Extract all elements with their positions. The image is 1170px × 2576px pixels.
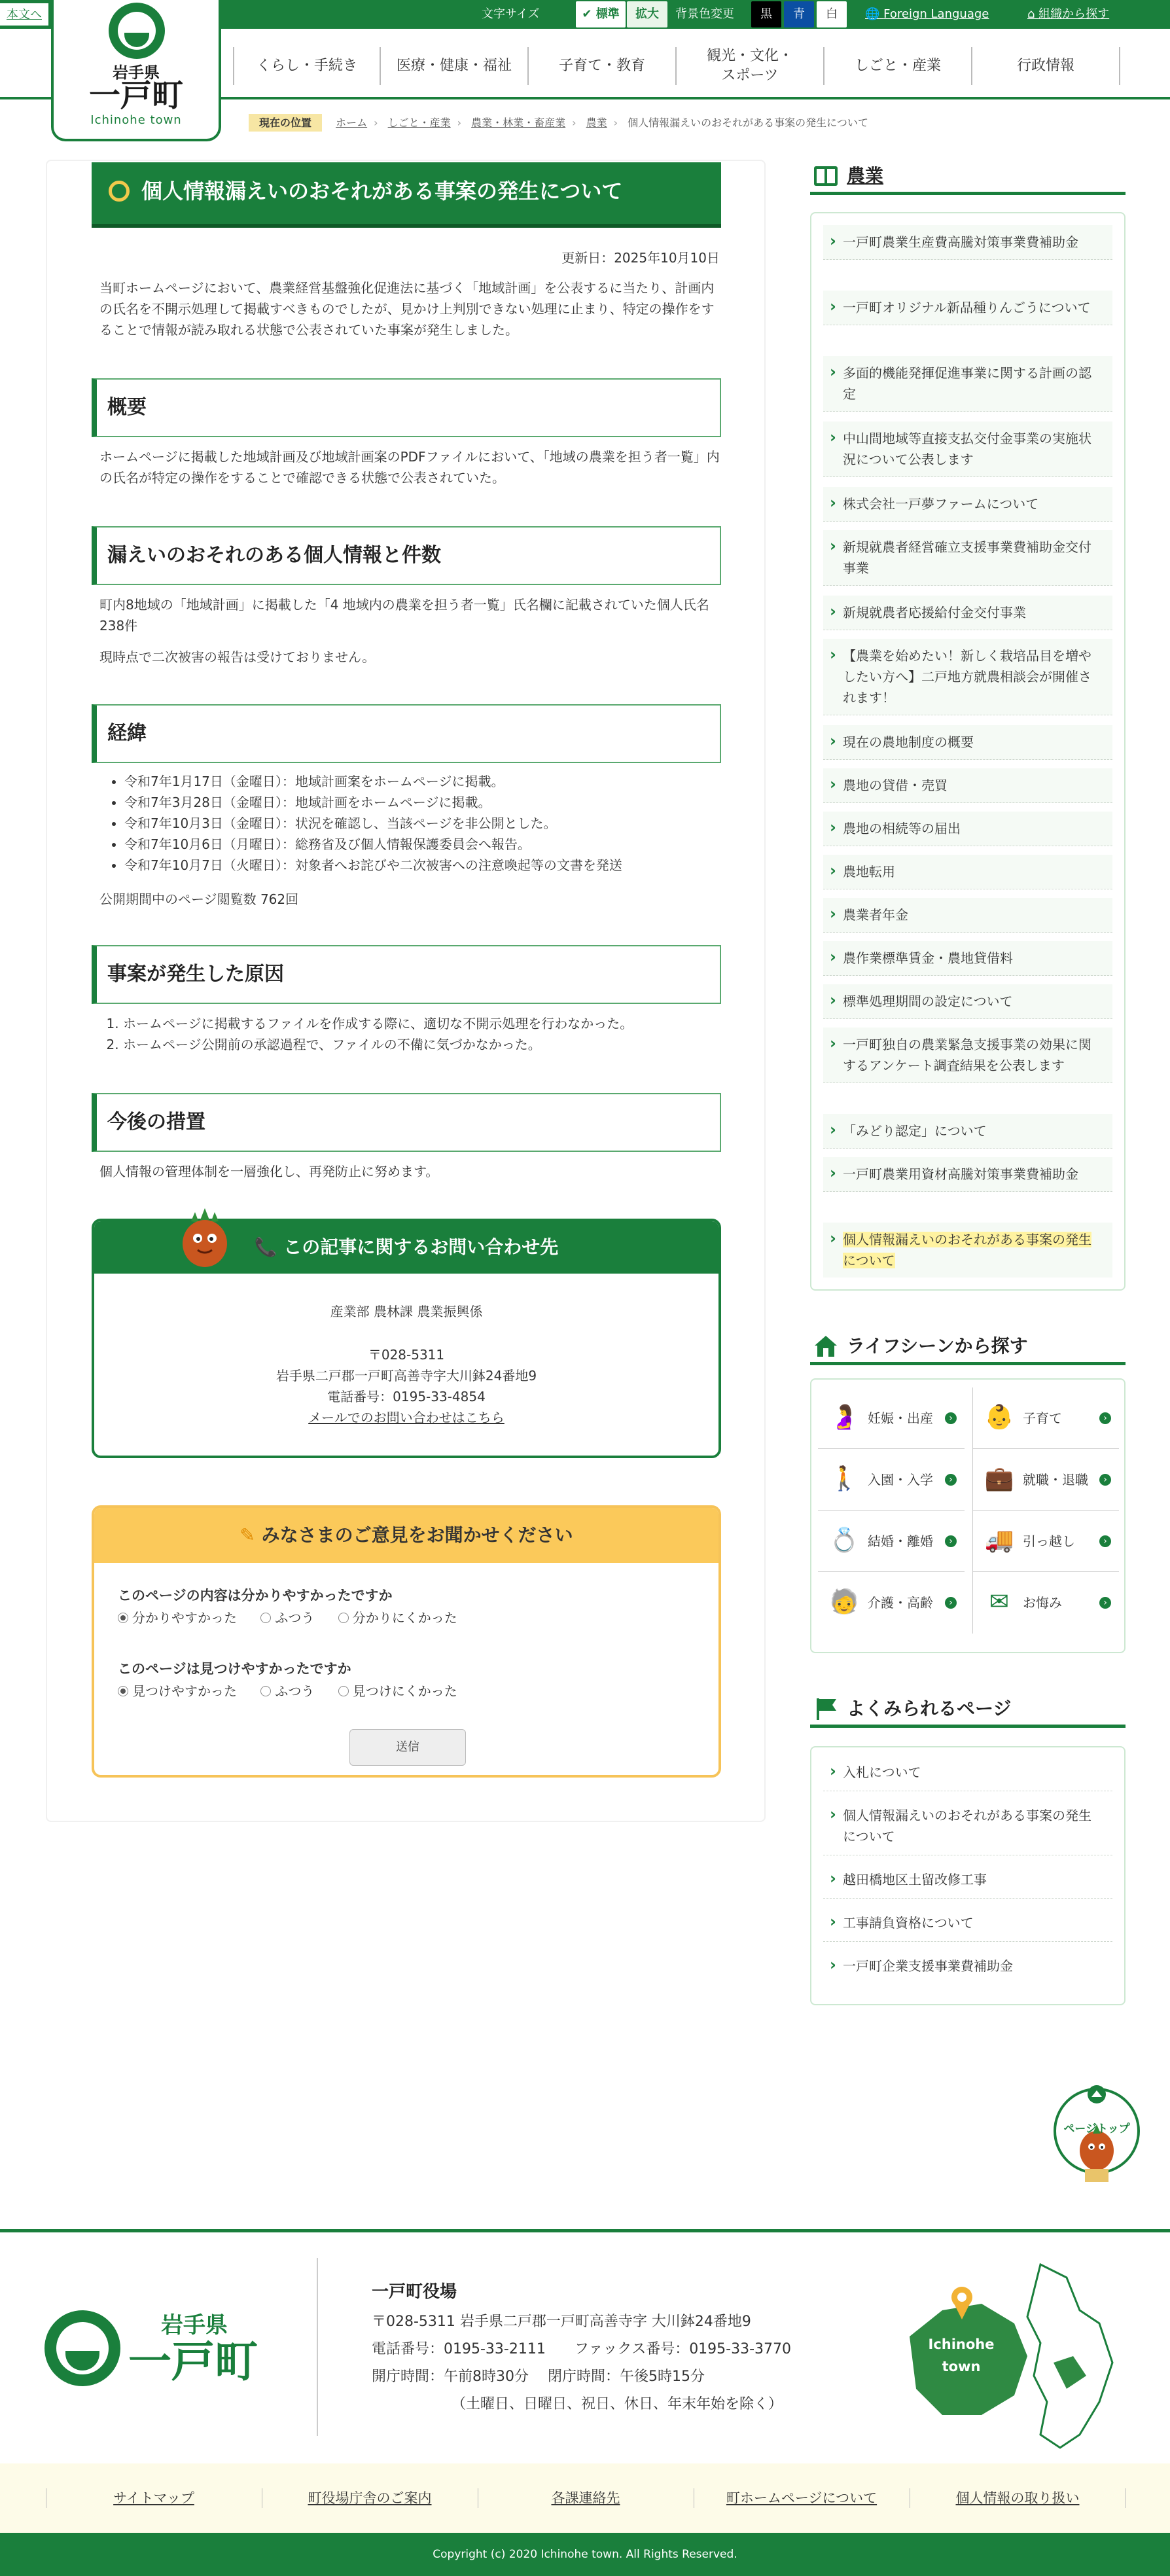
- nav-health[interactable]: 医療・健康・福祉: [381, 47, 529, 85]
- radio-label: 分かりにくかった: [352, 1610, 457, 1626]
- radio-icon: [260, 1613, 271, 1623]
- sidebar-life-grid: [810, 1378, 1126, 1653]
- popular-item[interactable]: › 個人情報漏えいのおそれがある事案の発生について: [823, 1797, 1112, 1855]
- sidebar-item-label: 農作業標準賃金・農地貸借料: [843, 950, 1013, 966]
- life-school-entry[interactable]: [818, 1449, 965, 1511]
- arrow-right-icon: ›: [945, 1412, 957, 1424]
- sidebar-agri-item[interactable]: [823, 596, 1112, 630]
- sidebar-agri-heading[interactable]: [810, 161, 1126, 195]
- sidebar-agri-item[interactable]: [823, 1028, 1112, 1083]
- breadcrumb-agri-forestry[interactable]: 農業・林業・畜産業: [471, 116, 566, 129]
- sidebar-item-label: 株式会社一戸夢ファームについて: [843, 496, 1039, 512]
- radio-label: 見つけにくかった: [352, 1683, 457, 1699]
- condolence-icon: ✉: [989, 1588, 1010, 1615]
- page-top-label: ページトップ: [1063, 2122, 1130, 2136]
- check-icon: ✔: [582, 7, 592, 21]
- sidebar-agri-item[interactable]: [823, 1114, 1112, 1149]
- radio-icon: [338, 1613, 349, 1623]
- chevron-right-icon: ›: [572, 116, 576, 129]
- bg-black-button[interactable]: 黒: [751, 1, 781, 27]
- nav-tourism[interactable]: 観光・文化・ スポーツ: [677, 47, 824, 85]
- sidebar-item-label: 一戸町農業用資材高騰対策事業費補助金: [843, 1166, 1078, 1182]
- life-marriage[interactable]: [818, 1511, 965, 1572]
- briefcase-icon: 💼: [984, 1465, 1014, 1492]
- section-heading-timeline: 経緯: [92, 704, 721, 763]
- life-label: 結婚・離婚: [868, 1533, 933, 1549]
- sidebar-item-label: 中山間地域等直接支払交付金事業の実施状況について公表します: [843, 431, 1091, 467]
- nav-administration[interactable]: 行政情報: [972, 47, 1120, 85]
- sidebar-life-title: ライフシーンから探す: [847, 1335, 1028, 1357]
- sidebar-agri-item[interactable]: [823, 984, 1112, 1019]
- popular-item[interactable]: › 一戸町企業支援事業費補助金: [823, 1948, 1112, 1984]
- flag-icon: [813, 1696, 839, 1721]
- arrow-right-icon: ›: [1099, 1535, 1111, 1547]
- sidebar-agri-item[interactable]: [823, 487, 1112, 522]
- skip-to-content-link[interactable]: 本文へ: [0, 3, 49, 26]
- sidebar-item-label: 農地の相続等の届出: [843, 821, 961, 836]
- radio-checked-icon: [118, 1686, 128, 1696]
- survey-options-1: [118, 1607, 477, 1628]
- timeline-list: [124, 771, 726, 876]
- sidebar-agri-item[interactable]: [823, 1157, 1112, 1192]
- cause-list: [123, 1013, 725, 1055]
- footer-hours-note: （土曜日、日曜日、祝日、休日、年末年始を除く）: [452, 2396, 783, 2412]
- font-size-label: 文字サイズ: [482, 7, 540, 21]
- section-heading-cause: 事案が発生した原因: [92, 945, 721, 1004]
- list-item: • 令和7年3月28日（金曜日）：地域計画をホームページに掲載。: [124, 792, 726, 813]
- footer-address: 〒028-5311 岩手県二戸郡一戸町高善寺字 大川鉢24番地9: [372, 2314, 751, 2330]
- house-icon: [813, 1334, 839, 1359]
- contact-heading-text: この記事に関するお問い合わせ先: [283, 1236, 559, 1258]
- book-icon: [813, 164, 839, 188]
- breadcrumb: [249, 113, 868, 134]
- sidebar-agri-list: [810, 212, 1126, 1291]
- radio-icon: [338, 1686, 349, 1696]
- footer-prefecture: 岩手県: [161, 2312, 228, 2338]
- footer-link-privacy[interactable]: 個人情報の取り扱い: [955, 2490, 1080, 2506]
- sidebar-agri-item[interactable]: [823, 225, 1112, 260]
- font-size-standard-label: 標準: [595, 7, 620, 21]
- circle-bullet-icon: [109, 181, 130, 202]
- org-search-label: 組織から探す: [1038, 7, 1110, 21]
- footer-town-name: 一戸町: [128, 2336, 258, 2387]
- sidebar-item-label: 「みどり認定」について: [843, 1123, 987, 1139]
- sidebar-agri-item[interactable]: [823, 530, 1112, 586]
- radio-label: ふつう: [275, 1683, 315, 1699]
- list-item: 2. ホームページ公開前の承認過程で、ファイルの不備に気づかなかった。: [123, 1034, 725, 1055]
- town-emblem-icon: [44, 2310, 120, 2386]
- phone-icon: 📞: [254, 1236, 277, 1258]
- sidebar-agri-item-current[interactable]: [823, 1223, 1112, 1278]
- page-title: [92, 162, 721, 228]
- logo-prefecture: 岩手県: [113, 63, 160, 82]
- survey-heading: [94, 1508, 718, 1563]
- sidebar-item-label: 一戸町農業生産費高騰対策事業費補助金: [843, 234, 1078, 250]
- updated-date: 更新日：2025年10月10日: [561, 250, 720, 266]
- bg-color-label: 背景色変更: [675, 7, 734, 21]
- chevron-right-icon: ›: [457, 116, 462, 129]
- measures-text: 個人情報の管理体制を一層強化し、再発防止に努めます。: [99, 1164, 439, 1179]
- popular-item[interactable]: › 越田橋地区土留改修工事: [823, 1861, 1112, 1899]
- footer-divider: [317, 2258, 318, 2436]
- radio-option[interactable]: [260, 1610, 314, 1626]
- footer-office-name: 一戸町役場: [372, 2282, 457, 2302]
- pencil-note-icon: ✎: [239, 1524, 255, 1546]
- logo-english-name: Ichinohe town: [90, 113, 182, 127]
- arrow-right-icon: ›: [945, 1535, 957, 1547]
- truck-icon: 🚚: [984, 1527, 1014, 1554]
- bg-white-button[interactable]: 白: [817, 1, 847, 27]
- copyright: Copyright (c) 2020 Ichinohe town. All Rights Reserved.: [0, 2533, 1170, 2576]
- sidebar-item-label: 農業者年金: [843, 907, 908, 923]
- org-search-link[interactable]: [1027, 0, 1165, 29]
- sidebar-item-label: 標準処理期間の設定について: [843, 993, 1013, 1009]
- radio-label: 見つけやすかった: [132, 1683, 237, 1699]
- list-item: • 令和7年10月3日（金曜日）：状況を確認し、当該ページを非公開とした。: [124, 813, 726, 834]
- school-entry-icon: 🚶: [829, 1465, 859, 1492]
- list-item: • 令和7年1月17日（金曜日）：地域計画案をホームページに掲載。: [124, 771, 726, 792]
- footer-link-sitemap[interactable]: サイトマップ: [113, 2490, 194, 2506]
- arrow-right-icon: ›: [1099, 1412, 1111, 1424]
- radio-option[interactable]: [338, 1683, 457, 1699]
- breadcrumb-home[interactable]: ホーム: [336, 116, 368, 129]
- sidebar-item-label: 新規就農者経営確立支援事業費補助金交付事業: [843, 539, 1091, 576]
- chevron-right-icon: ›: [613, 116, 618, 129]
- section-heading-leak: 漏えいのおそれのある個人情報と件数: [92, 526, 721, 585]
- arrow-right-icon: ›: [1099, 1474, 1111, 1486]
- radio-option[interactable]: [260, 1683, 314, 1699]
- foreign-language-label: Foreign Language: [883, 7, 989, 21]
- survey-question-2: このページは見つけやすかったですか: [118, 1661, 351, 1677]
- arrow-right-icon: ›: [1099, 1597, 1111, 1609]
- contact-zip: 〒028-5311: [368, 1347, 445, 1363]
- sidebar-item-label: 一戸町オリジナル新品種りんごうについて: [843, 300, 1091, 315]
- survey-options-2: [118, 1681, 477, 1702]
- life-label: 引っ越し: [1023, 1533, 1075, 1549]
- elderly-care-icon: 🧓: [829, 1588, 859, 1615]
- sidebar-agri-item[interactable]: [823, 639, 1112, 715]
- radio-label: ふつう: [275, 1610, 315, 1626]
- sidebar-agri-item[interactable]: [823, 725, 1112, 760]
- radio-label: 分かりやすかった: [132, 1610, 237, 1626]
- life-label: 入園・入学: [868, 1472, 933, 1488]
- footer-phone: 電話番号：0195-33-2111 ファックス番号：0195-33-3770: [372, 2341, 792, 2357]
- logo-town-name: 一戸町: [88, 77, 183, 114]
- nav-life[interactable]: くらし・手続き: [233, 47, 381, 85]
- radio-icon: [260, 1686, 271, 1696]
- town-emblem-icon: [109, 3, 165, 59]
- radio-option[interactable]: [118, 1683, 237, 1699]
- footer-links: [0, 2463, 1170, 2533]
- foreign-language-link[interactable]: [865, 0, 1017, 29]
- sidebar-popular-list: [810, 1746, 1126, 2005]
- site-logo[interactable]: [51, 0, 221, 141]
- breadcrumb-current-label: 現在の位置: [249, 114, 322, 132]
- leak-text: 町内8地域の「地域計画」に掲載した「4 地域内の農業を担う者一覧」氏名欄に記載されていた個人氏名238件: [99, 597, 709, 634]
- sidebar-agri-item[interactable]: [823, 855, 1112, 889]
- breadcrumb-current: 個人情報漏えいのおそれがある事案の発生について: [628, 116, 868, 129]
- breadcrumb-business[interactable]: しごと・産業: [387, 116, 451, 129]
- contact-phone: 電話番号：0195-33-4854: [327, 1389, 486, 1404]
- page-title-text: 個人情報漏えいのおそれがある事案の発生について: [141, 179, 623, 204]
- sidebar-agri-item[interactable]: [823, 768, 1112, 803]
- life-condolence[interactable]: [972, 1572, 1119, 1634]
- sidebar-agri-title: 農業: [847, 165, 884, 187]
- sidebar-item-label: 一戸町独自の農業緊急支援事業の効果に関するアンケート調査結果を公表します: [843, 1037, 1091, 1073]
- sidebar-life-heading: [810, 1331, 1126, 1365]
- life-label: 就職・退職: [1023, 1472, 1088, 1488]
- globe-icon: 🌐: [865, 7, 880, 21]
- section-heading-measures: 今後の措置: [92, 1093, 721, 1152]
- footer-link-about-site[interactable]: 町ホームページについて: [726, 2490, 878, 2506]
- contact-address: 岩手県二戸郡一戸町高善寺字大川鉢24番地9: [275, 1368, 537, 1384]
- sidebar-item-label: 個人情報漏えいのおそれがある事案の発生について: [843, 1232, 1091, 1268]
- popular-item[interactable]: › 入札について: [823, 1754, 1112, 1791]
- contact-mail-link[interactable]: メールでのお問い合わせはこちら: [308, 1410, 505, 1425]
- sidebar-agri-item[interactable]: [823, 812, 1112, 846]
- nav-childcare[interactable]: 子育て・教育: [529, 47, 677, 85]
- sidebar-agri-item[interactable]: [823, 421, 1112, 477]
- popular-item[interactable]: › 工事請負資格について: [823, 1905, 1112, 1942]
- radio-option[interactable]: [118, 1610, 237, 1626]
- nav-business[interactable]: しごと・産業: [824, 47, 972, 85]
- chevron-right-icon: ›: [374, 116, 378, 129]
- life-pregnancy[interactable]: [818, 1387, 965, 1449]
- childcare-icon: 👶: [984, 1404, 1014, 1431]
- life-moving[interactable]: [972, 1511, 1119, 1572]
- life-label: お悔み: [1023, 1595, 1062, 1611]
- list-item: • 令和7年10月7日（火曜日）：対象者へお詫びや二次被害への注意喚起等の文書を発送: [124, 855, 726, 876]
- overview-text: ホームページに掲載した地域計画及び地域計画案のPDFファイルにおいて、「地域の農業を担う者一覧」内の氏名が特定の操作をすることで確認できる状態で公表されていた。: [99, 449, 720, 486]
- font-size-standard-button[interactable]: [576, 1, 626, 27]
- sidebar-agri-item[interactable]: [823, 291, 1112, 325]
- sidebar-item-label: 多面的機能発揮促進事業に関する計画の認定: [843, 365, 1091, 402]
- intro-text: 当町ホームページにおいて、農業経営基盤強化促進法に基づく「地域計画」を公表するに当たり、計画内の氏名を不開示処理して掲載すべきものでしたが、見かけ上判別できない処理に止まり、特定の操作をすることで情報が読み取れる状態で公表されていた事案が発生しました。: [99, 280, 715, 338]
- sidebar-popular-title: よくみられるページ: [847, 1698, 1012, 1719]
- life-childcare[interactable]: [972, 1387, 1119, 1449]
- section-heading-overview: 概要: [92, 378, 721, 437]
- radio-checked-icon: [118, 1613, 128, 1623]
- footer-link-contacts[interactable]: 各課連絡先: [551, 2490, 620, 2506]
- sidebar-item-label: 現在の農地制度の概要: [843, 734, 974, 750]
- bg-blue-button[interactable]: 青: [784, 1, 814, 27]
- life-label: 妊娠・出産: [868, 1410, 933, 1426]
- survey-question-1: このページの内容は分かりやすかったですか: [118, 1588, 393, 1603]
- radio-option[interactable]: [338, 1610, 457, 1626]
- mascot-icon: [169, 1203, 241, 1275]
- survey-box: [92, 1505, 721, 1778]
- map-label: Ichinohe town: [928, 2336, 995, 2374]
- sidebar-item-label: 新規就農者応援給付金交付事業: [843, 605, 1026, 620]
- sidebar-agri-item[interactable]: [823, 356, 1112, 412]
- life-label: 介護・高齢: [868, 1595, 933, 1611]
- page-views-text: 公開期間中のページ閲覧数 762回: [99, 891, 299, 907]
- sidebar-popular-heading: [810, 1694, 1126, 1728]
- breadcrumb-agriculture[interactable]: 農業: [586, 116, 607, 129]
- leak-note: 現時点で二次被害の報告は受けておりません。: [99, 649, 376, 665]
- contact-department: 産業部 農林課 農業振興係: [330, 1304, 483, 1319]
- sidebar-item-label: 【農業を始めたい！新しく栽培品目を増やしたい方へ】二戸地方就農相談会が開催されます！: [843, 648, 1091, 706]
- arrow-right-icon: ›: [945, 1597, 957, 1609]
- contact-mail-row: [94, 1407, 718, 1428]
- sidebar-item-label: 農地転用: [843, 864, 895, 880]
- footer-link-office-guide[interactable]: 町役場庁舎のご案内: [308, 2490, 432, 2506]
- font-size-large-button[interactable]: 拡大: [627, 1, 667, 27]
- life-employment[interactable]: [972, 1449, 1119, 1511]
- sidebar-item-label: 農地の貸借・売買: [843, 778, 948, 793]
- org-chart-icon: ⌂: [1027, 7, 1035, 21]
- survey-submit-button[interactable]: 送信: [349, 1729, 466, 1766]
- footer-hours: 開庁時間：午前8時30分 閉庁時間：午後5時15分: [372, 2369, 705, 2385]
- sidebar-agri-item[interactable]: [823, 898, 1112, 933]
- list-item: • 令和7年10月6日（月曜日）：総務省及び個人情報保護委員会へ報告。: [124, 834, 726, 855]
- list-item: 1. ホームページに掲載するファイルを作成する際に、適切な不開示処理を行わなかった。: [123, 1013, 725, 1034]
- survey-heading-text: みなさまのご意見をお聞かせください: [261, 1524, 573, 1546]
- life-label: 子育て: [1023, 1410, 1062, 1426]
- rings-icon: 💍: [829, 1527, 859, 1554]
- pregnancy-icon: 🤰: [829, 1404, 859, 1431]
- life-elderly-care[interactable]: [818, 1572, 965, 1634]
- sidebar-agri-item[interactable]: [823, 941, 1112, 976]
- arrow-right-icon: ›: [945, 1474, 957, 1486]
